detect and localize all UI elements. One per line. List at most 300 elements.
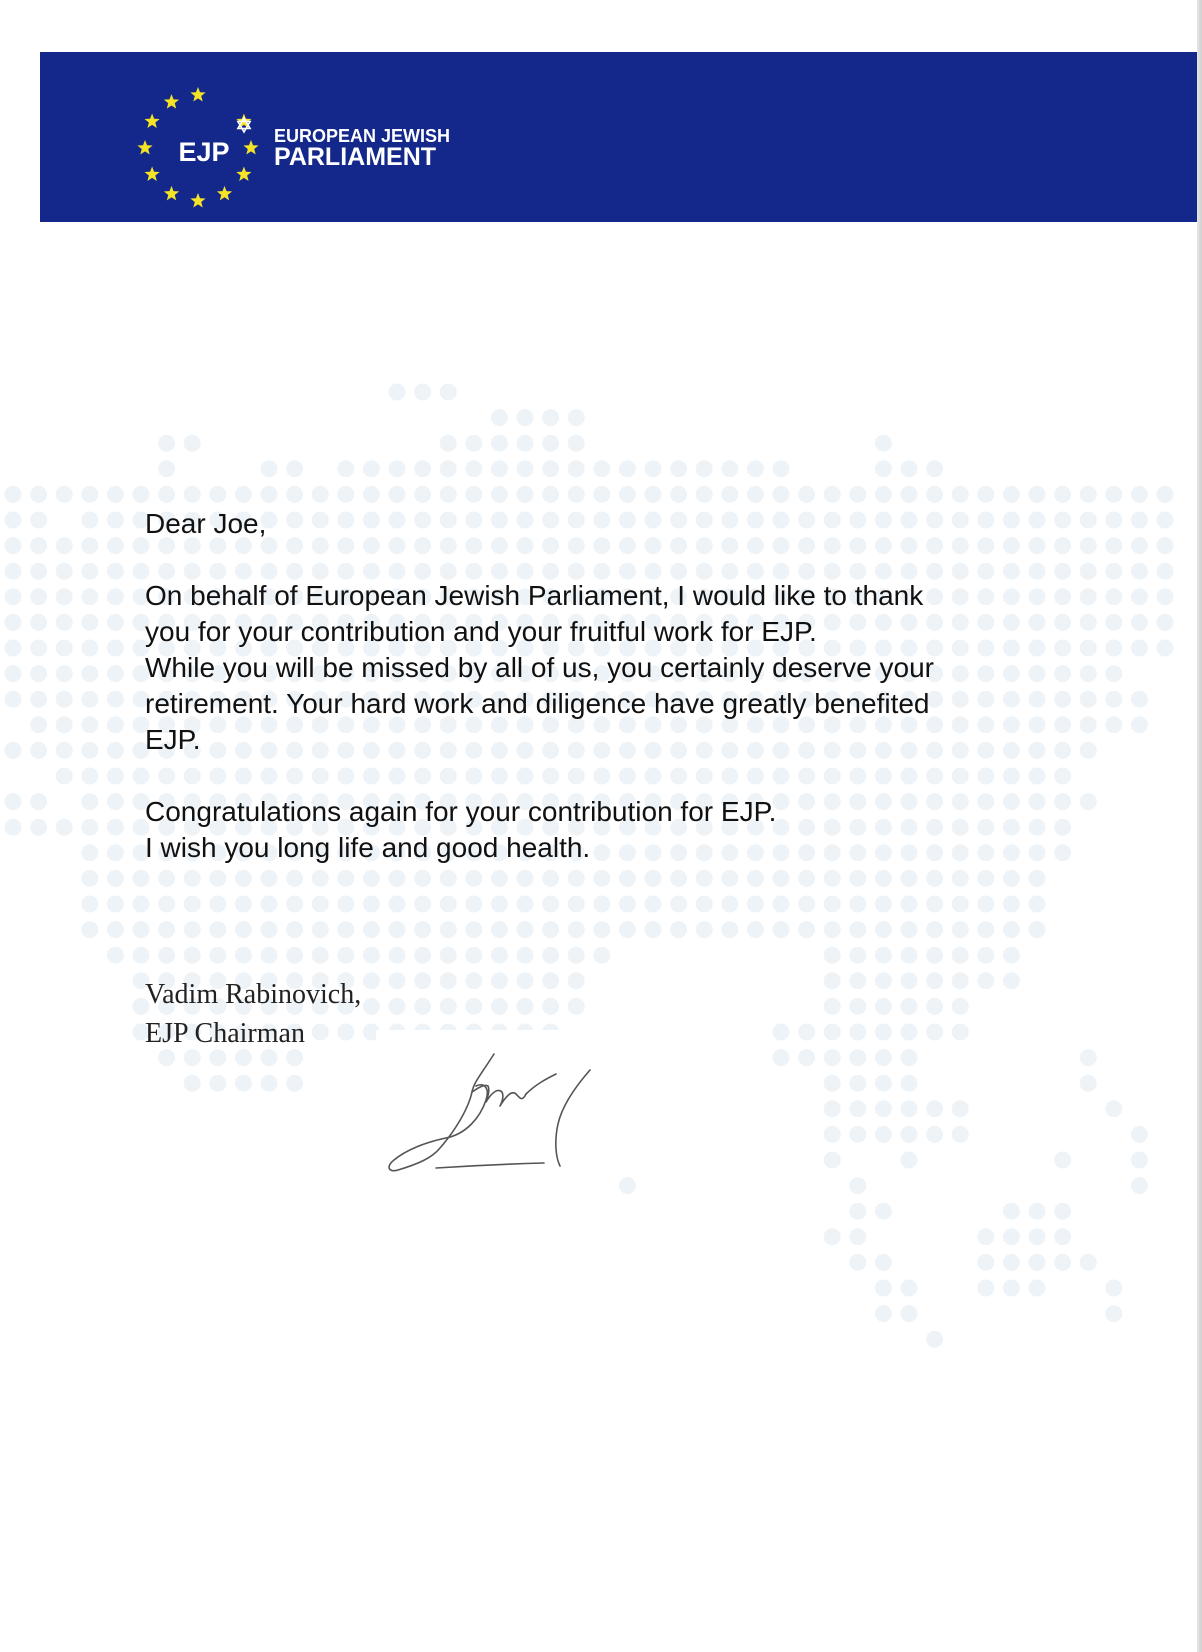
map-dot [286,921,303,938]
star-icon [217,186,232,200]
map-dot [133,921,150,938]
map-dot [926,1331,943,1348]
paragraph-line: Congratulations again for your contribution for EJP. [145,796,777,827]
map-dot [56,563,73,580]
map-dot [849,1100,866,1117]
map-dot [465,972,482,989]
star-icon [236,167,251,181]
map-dot [901,1280,918,1297]
map-dot [5,512,22,529]
map-dot [81,844,98,861]
map-dot [1029,921,1046,938]
map-dot [363,486,380,503]
map-dot [901,1152,918,1169]
map-dot [184,435,201,452]
map-dot [1080,1254,1097,1271]
map-dot [952,1126,969,1143]
map-dot [1003,1254,1020,1271]
paragraph-thanks [145,578,1085,758]
map-dot [389,972,406,989]
map-dot [5,640,22,657]
map-dot [1003,1280,1020,1297]
signatory-title: EJP Chairman [145,1018,305,1049]
map-dot [209,921,226,938]
map-dot [440,921,457,938]
map-dot [721,486,738,503]
map-dot [849,947,866,964]
map-dot [875,1203,892,1220]
map-dot [81,665,98,682]
map-dot [337,460,354,477]
map-dot [773,486,790,503]
map-dot [824,1126,841,1143]
map-dot [1029,1228,1046,1245]
map-dot [158,947,175,964]
map-dot [568,409,585,426]
map-dot [901,998,918,1015]
map-dot [645,460,662,477]
map-dot [491,972,508,989]
map-dot [81,819,98,836]
map-dot [133,947,150,964]
map-dot [1054,1203,1071,1220]
paragraph-congratulations [145,794,1085,866]
map-dot [696,921,713,938]
map-dot [414,921,431,938]
map-dot [261,947,278,964]
map-dot [517,947,534,964]
map-dot [798,486,815,503]
map-dot [5,665,22,682]
map-dot [1105,512,1122,529]
map-dot [1054,1254,1071,1271]
map-dot [542,460,559,477]
map-dot [1131,1152,1148,1169]
map-dot [107,742,124,759]
map-dot [926,1100,943,1117]
map-dot [81,768,98,785]
map-dot [312,486,329,503]
map-dot [977,972,994,989]
map-dot [30,819,47,836]
star-icon [243,140,258,154]
map-dot [81,640,98,657]
map-dot [798,1049,815,1066]
letterhead-banner [40,52,1197,222]
signature [376,1030,616,1210]
map-dot [1157,614,1174,631]
map-dot [568,998,585,1015]
map-dot [107,588,124,605]
map-dot [414,384,431,401]
map-dot [901,1305,918,1322]
map-dot [209,1075,226,1092]
map-dot [849,1203,866,1220]
map-dot [414,947,431,964]
map-dot [875,1280,892,1297]
map-dot [56,537,73,554]
map-dot [875,921,892,938]
map-dot [747,921,764,938]
map-dot [517,460,534,477]
map-dot [619,460,636,477]
map-dot [1003,486,1020,503]
map-dot [30,512,47,529]
map-dot [56,486,73,503]
map-dot [824,486,841,503]
map-dot [81,896,98,913]
map-dot [824,1049,841,1066]
map-dot [952,972,969,989]
map-dot [875,460,892,477]
map-dot [1080,486,1097,503]
map-dot [465,947,482,964]
map-dot [901,1024,918,1041]
map-dot [542,947,559,964]
handwritten-signature-icon [376,1030,616,1210]
map-dot [107,563,124,580]
map-dot [5,742,22,759]
map-dot [184,1075,201,1092]
map-dot [849,1024,866,1041]
map-dot [184,947,201,964]
map-dot [952,947,969,964]
map-dot [440,460,457,477]
map-dot [824,972,841,989]
map-dot [1131,563,1148,580]
map-dot [1131,691,1148,708]
map-dot [107,844,124,861]
map-dot [952,998,969,1015]
map-dot [414,486,431,503]
map-dot [849,1254,866,1271]
map-dot [875,1024,892,1041]
map-dot [81,742,98,759]
map-dot [440,384,457,401]
map-dot [184,486,201,503]
map-dot [56,588,73,605]
map-dot [81,870,98,887]
map-dot [1105,563,1122,580]
map-dot [30,640,47,657]
map-dot [440,998,457,1015]
map-dot [389,947,406,964]
map-dot [875,1075,892,1092]
map-dot [1131,716,1148,733]
map-dot [824,921,841,938]
map-dot [363,998,380,1015]
map-dot [542,921,559,938]
star-icon [164,186,179,200]
map-dot [875,998,892,1015]
letter-body [145,506,1085,902]
map-dot [645,486,662,503]
map-dot [849,1049,866,1066]
map-dot [1157,537,1174,554]
map-dot [926,460,943,477]
paragraph-line: While you will be missed by all of us, you certainly deserve your [145,652,935,683]
map-dot [901,460,918,477]
map-dot [568,486,585,503]
map-dot [56,691,73,708]
map-dot [491,460,508,477]
map-dot [363,972,380,989]
map-dot [619,486,636,503]
map-dot [56,665,73,682]
map-dot [81,716,98,733]
map-dot [414,998,431,1015]
map-dot [1003,921,1020,938]
map-dot [1131,614,1148,631]
map-dot [1105,1305,1122,1322]
map-dot [56,768,73,785]
map-dot [1131,588,1148,605]
star-icon [190,87,205,101]
map-dot [747,486,764,503]
map-dot [312,947,329,964]
map-dot [1080,1049,1097,1066]
map-dot [1131,537,1148,554]
map-dot [798,921,815,938]
map-dot [849,1126,866,1143]
map-dot [107,921,124,938]
map-dot [849,1075,866,1092]
map-dot [875,1049,892,1066]
paragraph-line: On behalf of European Jewish Parliament, I would like to thank [145,580,924,611]
map-dot [696,486,713,503]
map-dot [389,921,406,938]
map-dot [901,947,918,964]
map-dot [1157,640,1174,657]
map-dot [1131,486,1148,503]
map-dot [542,409,559,426]
map-dot [133,486,150,503]
map-dot [901,972,918,989]
map-dot [952,486,969,503]
map-dot [568,972,585,989]
map-dot [849,1177,866,1194]
map-dot [158,486,175,503]
map-dot [568,460,585,477]
map-dot [107,896,124,913]
map-dot [619,921,636,938]
map-dot [875,972,892,989]
map-dot [696,460,713,477]
signatory-name: Vadim Rabinovich, [145,979,362,1010]
map-dot [542,486,559,503]
map-dot [5,691,22,708]
map-dot [773,1024,790,1041]
map-dot [1131,1177,1148,1194]
map-dot [389,486,406,503]
map-dot [1003,1203,1020,1220]
map-dot [773,921,790,938]
map-dot [5,793,22,810]
map-dot [465,486,482,503]
map-dot [184,921,201,938]
map-dot [81,793,98,810]
map-dot [30,691,47,708]
map-dot [286,486,303,503]
map-dot [773,1049,790,1066]
map-dot [491,409,508,426]
map-dot [440,972,457,989]
map-dot [5,588,22,605]
map-dot [81,691,98,708]
map-dot [593,460,610,477]
map-dot [30,486,47,503]
map-dot [593,486,610,503]
map-dot [1105,691,1122,708]
org-name-line1: EUROPEAN JEWISH [274,126,451,146]
map-dot [875,947,892,964]
signatory-block [145,975,361,1053]
map-dot [1105,665,1122,682]
map-dot [363,921,380,938]
map-dot [81,563,98,580]
map-dot [1105,486,1122,503]
map-dot [107,716,124,733]
map-dot [875,1126,892,1143]
map-dot [158,460,175,477]
map-dot [1003,972,1020,989]
map-dot [30,742,47,759]
map-dot [593,947,610,964]
map-dot [824,947,841,964]
map-dot [568,921,585,938]
map-dot [1003,947,1020,964]
paragraph-line: EJP. [145,724,201,755]
org-name-line2: PARLIAMENT [274,143,437,171]
map-dot [824,1228,841,1245]
map-dot [849,998,866,1015]
map-dot [337,921,354,938]
map-dot [875,1305,892,1322]
map-dot [107,537,124,554]
map-dot [1054,1152,1071,1169]
map-dot [849,486,866,503]
paragraph-line: retirement. Your hard work and diligence have greatly benefited [145,688,930,719]
map-dot [568,435,585,452]
map-dot [158,435,175,452]
map-dot [491,998,508,1015]
map-dot [363,460,380,477]
paragraph-line: I wish you long life and good health. [145,832,591,863]
map-dot [619,1177,636,1194]
map-dot [81,486,98,503]
map-dot [209,947,226,964]
map-dot [158,921,175,938]
map-dot [1080,1075,1097,1092]
map-dot [30,588,47,605]
map-dot [465,998,482,1015]
map-dot [1105,716,1122,733]
map-dot [1157,512,1174,529]
map-dot [107,691,124,708]
map-dot [926,486,943,503]
map-dot [5,819,22,836]
map-dot [30,537,47,554]
map-dot [798,1024,815,1041]
map-dot [721,921,738,938]
map-dot [542,435,559,452]
map-dot [517,409,534,426]
map-dot [5,537,22,554]
map-dot [977,1254,994,1271]
map-dot [952,1100,969,1117]
map-dot [517,486,534,503]
map-dot [107,819,124,836]
map-dot [901,1075,918,1092]
map-dot [286,460,303,477]
map-dot [542,998,559,1015]
map-dot [235,921,252,938]
star-icon [137,140,152,154]
map-dot [235,947,252,964]
map-dot [926,972,943,989]
map-dot [1157,563,1174,580]
map-dot [389,384,406,401]
map-dot [235,1075,252,1092]
map-dot [977,921,994,938]
map-dot [901,1100,918,1117]
map-dot [30,614,47,631]
star-icon [144,167,159,181]
map-dot [107,614,124,631]
map-dot [849,972,866,989]
map-dot [389,460,406,477]
map-dot [517,435,534,452]
map-dot [491,947,508,964]
map-dot [849,1228,866,1245]
map-dot [107,947,124,964]
map-dot [209,486,226,503]
map-dot [1131,640,1148,657]
map-dot [670,460,687,477]
map-dot [107,640,124,657]
map-dot [977,1280,994,1297]
map-dot [440,435,457,452]
map-dot [107,665,124,682]
map-dot [107,768,124,785]
map-dot [491,435,508,452]
map-dot [1029,1254,1046,1271]
map-dot [1105,640,1122,657]
map-dot [414,972,431,989]
map-dot [491,921,508,938]
map-dot [926,947,943,964]
map-dot [56,716,73,733]
map-dot [389,998,406,1015]
map-dot [517,998,534,1015]
map-dot [1157,588,1174,605]
star-icon [190,193,205,207]
map-dot [1054,486,1071,503]
map-dot [1157,486,1174,503]
map-dot [5,614,22,631]
map-dot [107,512,124,529]
map-dot [773,460,790,477]
map-dot [465,460,482,477]
map-dot [1105,1280,1122,1297]
ejp-logo [90,67,490,227]
map-dot [670,921,687,938]
map-dot [81,614,98,631]
map-dot [465,921,482,938]
map-dot [56,640,73,657]
star-icon [144,114,159,128]
map-dot [312,921,329,938]
